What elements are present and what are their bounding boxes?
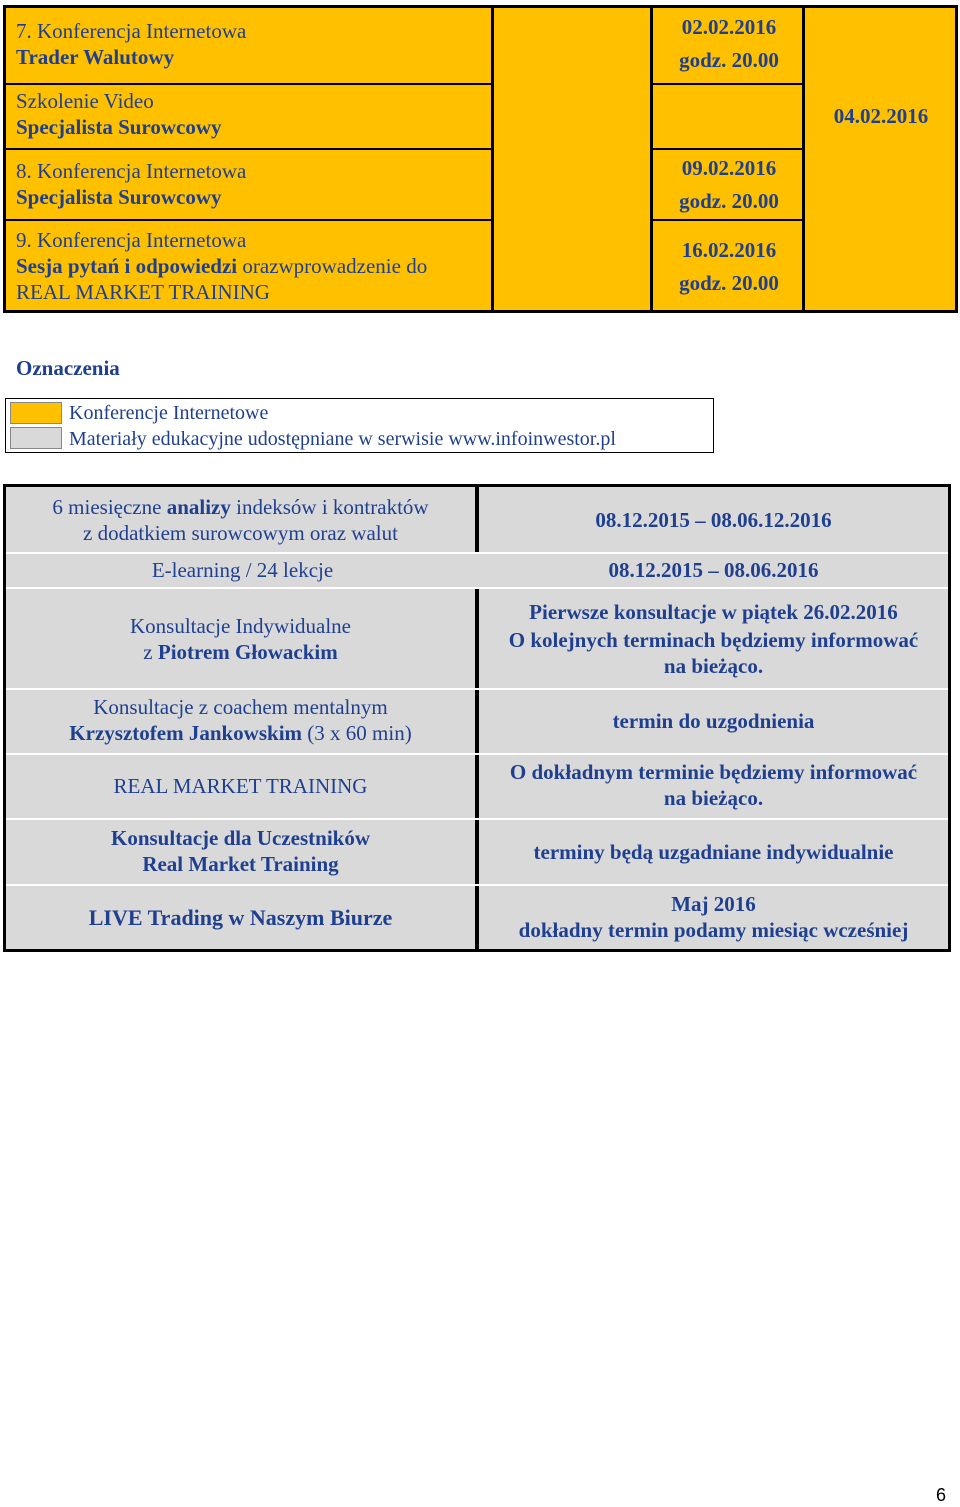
row-divider bbox=[6, 587, 948, 589]
event-subtitle: REAL MARKET TRAINING bbox=[16, 280, 270, 304]
legend-swatch-materials bbox=[10, 427, 62, 449]
offer-term: Maj 2016 dokładny termin podamy miesiąc wcześniej bbox=[518, 892, 909, 942]
legend-label: Konferencje Internetowe bbox=[69, 402, 269, 424]
offer-name: REAL MARKET TRAINING bbox=[113, 774, 368, 798]
event-subtitle: Specjalista Surowcowy bbox=[16, 185, 222, 209]
offer-name: Konsultacje dla Uczestników Real Market Training bbox=[111, 826, 370, 876]
row-divider bbox=[653, 83, 802, 85]
event-date: 02.02.2016 bbox=[681, 15, 777, 39]
offer-term: termin do uzgodnienia bbox=[612, 709, 815, 733]
event-date-cell bbox=[654, 11, 804, 77]
event-title: 9. Konferencja Internetowa bbox=[16, 228, 247, 252]
row-divider bbox=[653, 148, 802, 150]
event-subtitle: Trader Walutowy bbox=[16, 45, 175, 69]
event-date: 16.02.2016 bbox=[681, 238, 777, 262]
row-divider bbox=[6, 688, 948, 690]
row-divider bbox=[6, 753, 948, 755]
offer-name: E-learning / 24 lekcje bbox=[151, 558, 334, 582]
row-divider bbox=[653, 219, 802, 221]
legend-title: Oznaczenia bbox=[16, 356, 120, 380]
offer-table bbox=[3, 484, 951, 952]
offer-term: 08.12.2015 – 08.06.12.2016 bbox=[595, 508, 832, 532]
event-date: 09.02.2016 bbox=[681, 156, 777, 180]
event-title: Szkolenie Video bbox=[16, 89, 154, 113]
video-date: 04.02.2016 bbox=[833, 104, 929, 128]
row-divider bbox=[6, 818, 948, 820]
row-divider bbox=[6, 552, 948, 554]
legend bbox=[5, 398, 714, 453]
schedule-row bbox=[16, 18, 246, 70]
row-divider bbox=[6, 148, 491, 150]
schedule-table bbox=[3, 5, 958, 313]
row-divider bbox=[6, 884, 948, 886]
legend-label: Materiały edukacyjne udostępniane w serwisie www.infoinwestor.pl bbox=[69, 428, 616, 450]
event-subtitle: Sesja pytań i odpowiedzi orazwprowadzenie do bbox=[16, 254, 428, 278]
offer-term: O dokładnym terminie będziemy informować na bieżąco. bbox=[509, 760, 918, 810]
event-title: 8. Konferencja Internetowa bbox=[16, 159, 247, 183]
event-title: 7. Konferencja Internetowa bbox=[16, 19, 247, 43]
row-divider bbox=[6, 83, 491, 85]
website-link[interactable]: www.infoinwestor.pl bbox=[448, 428, 616, 450]
row-divider bbox=[6, 219, 491, 221]
offer-name: LIVE Trading w Naszym Biurze bbox=[88, 905, 393, 930]
schedule-row bbox=[16, 158, 246, 210]
event-subtitle: Specjalista Surowcowy bbox=[16, 115, 222, 139]
column-divider bbox=[650, 8, 653, 310]
schedule-row bbox=[16, 227, 427, 305]
event-date-cell bbox=[654, 234, 804, 300]
offer-name: 6 miesięczne analizy indeksów i kontraktów z dodatkiem surowcowym oraz walut bbox=[52, 495, 429, 545]
event-date-cell bbox=[654, 152, 804, 218]
legend-swatch-conference bbox=[10, 402, 62, 424]
offer-name: Konsultacje z coachem mentalnym Krzysztofem Jankowskim (3 x 60 min) bbox=[69, 695, 412, 745]
column-divider bbox=[491, 8, 494, 310]
offer-name: Konsultacje Indywidualne z Piotrem Głowackim bbox=[129, 614, 352, 664]
event-time: godz. 20.00 bbox=[679, 189, 779, 213]
page-number: 6 bbox=[935, 1485, 946, 1505]
offer-term: 08.12.2015 – 08.06.2016 bbox=[608, 558, 819, 582]
schedule-row bbox=[16, 88, 222, 140]
event-time: godz. 20.00 bbox=[679, 271, 779, 295]
offer-term: Pierwsze konsultacje w piątek 26.02.2016 O kolejnych terminach będziemy informować na bieżąco. bbox=[508, 600, 919, 678]
event-time: godz. 20.00 bbox=[679, 48, 779, 72]
offer-term: terminy będą uzgadniane indywidualnie bbox=[533, 840, 894, 864]
